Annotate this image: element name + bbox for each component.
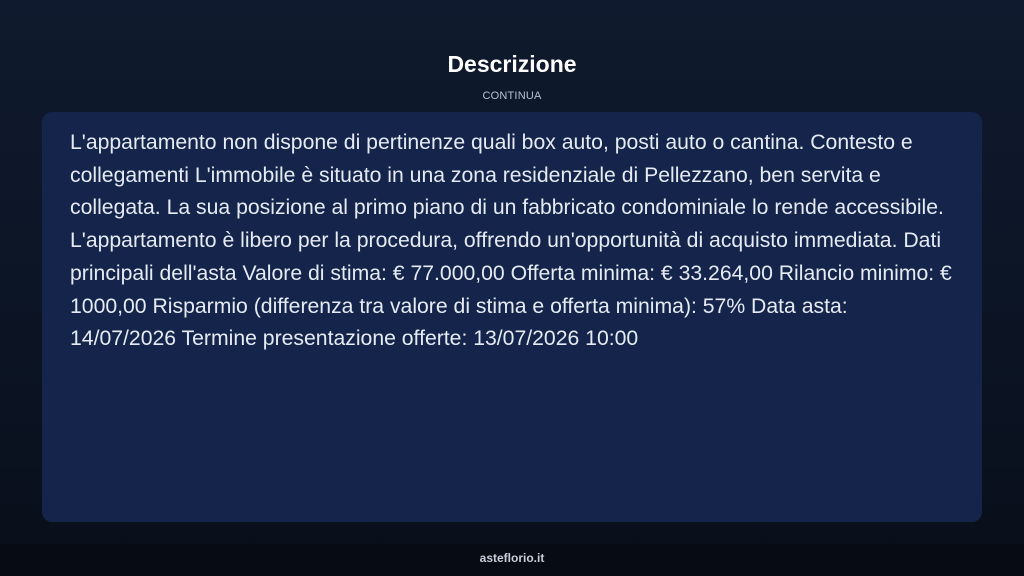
page-subtitle: CONTINUA (482, 90, 542, 102)
footer-site-name: asteflorio.it (479, 551, 545, 565)
description-card (42, 112, 982, 522)
page-title: Descrizione (447, 51, 577, 77)
description-text: L'appartamento non dispone di pertinenze quali box auto, posti auto o cantina. Contesto e collegamenti L'immobile è situato in una zona residenziale di Pellezzano, ben servita e collegata. La sua posizione al primo piano di un fabbricato condominiale lo rende accessibile. L'appartamento è libero per la procedura, offrendo un'opportunità di acquisto immediata. Dati principali dell'asta Valore di stima: € 77.000,00 Offerta minima: € 33.264,00 Rilancio minimo: € 1000,00 Risparmio (differenza tra valore di stima e offerta minima): 57% Data asta: 14/07/2026 Termine presentazione offerte: 13/07/2026 10:00 (70, 131, 952, 351)
